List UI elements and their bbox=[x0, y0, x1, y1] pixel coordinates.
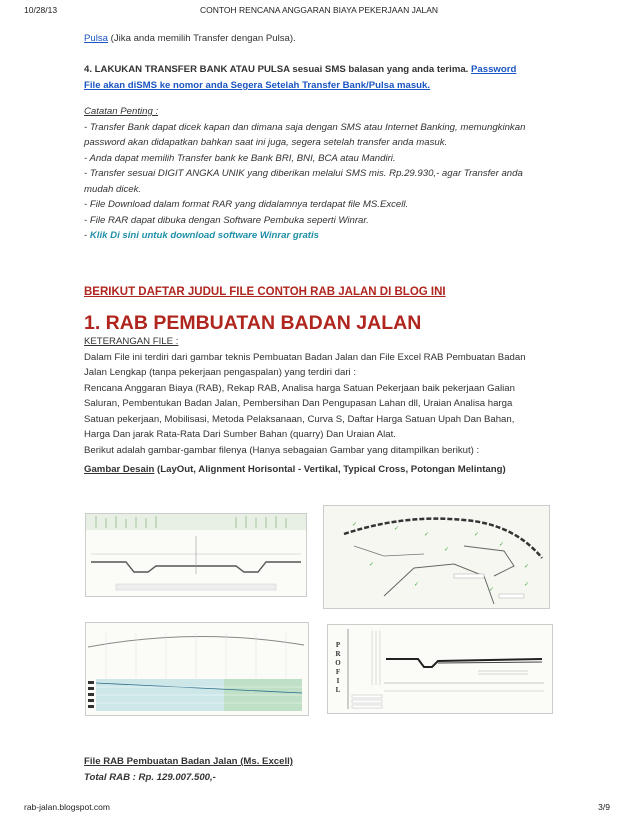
body-line: Rencana Anggaran Biaya (RAB), Rekap RAB, Analisa harga Satuan Pekerjaan baik pekerjaan Galian bbox=[84, 382, 515, 394]
note-line: - File Download dalam format RAR yang didalamnya terdapat file MS.Excell. bbox=[84, 199, 409, 210]
body-line: Harga Dan jarak Rata-Rata Dari Sumber Bahan (quarry) Dan Uraian Alat. bbox=[84, 429, 396, 440]
section-1-title bbox=[84, 312, 554, 335]
svg-text:✓: ✓ bbox=[474, 531, 480, 538]
winrar-prefix: - bbox=[84, 230, 90, 241]
gambar-desain-line bbox=[84, 462, 554, 478]
profile-drawing bbox=[327, 624, 553, 714]
note-line: password akan didapatkan bahkan saat ini juga, segera setelah transfer anda masuk. bbox=[84, 137, 448, 148]
file-rab-label: File RAB Pembuatan Badan Jalan (Ms. Excell) bbox=[84, 756, 293, 767]
pulsa-note: (Jika anda memilih Transfer dengan Pulsa). bbox=[108, 33, 296, 44]
list-heading-text: BERIKUT DAFTAR JUDUL FILE CONTOH RAB JALAN DI BLOG INI bbox=[84, 286, 446, 298]
body-line: Saluran, Pembentukan Badan Jalan, Pembersihan Dan Pengupasan Lahan dll, Uraian Analisa harga bbox=[84, 398, 513, 409]
profile-letter: F bbox=[335, 668, 341, 676]
layout-alignment-map bbox=[323, 505, 550, 609]
note-line: mudah dicek. bbox=[84, 183, 142, 195]
file-rab-block bbox=[84, 754, 554, 785]
profile-letter: O bbox=[335, 659, 341, 667]
pulsa-link[interactable]: Pulsa bbox=[84, 33, 108, 44]
svg-text:✓: ✓ bbox=[524, 563, 530, 570]
svg-text:✓: ✓ bbox=[489, 586, 495, 593]
page-title: CONTOH RENCANA ANGGARAN BIAYA PEKERJAAN JALAN bbox=[199, 5, 439, 15]
body-line: Satuan pekerjaan, Mobilisasi, Metoda Pelaksanaan, Curva S, Daftar Harga Satuan Upah Dan Bahan, bbox=[84, 413, 515, 425]
svg-text:✓: ✓ bbox=[499, 541, 505, 548]
total-rab: Total RAB : Rp. 129.007.500,- bbox=[84, 771, 216, 783]
profile-letter: R bbox=[335, 650, 341, 658]
vertical-alignment-drawing bbox=[85, 622, 309, 716]
file-list-heading bbox=[84, 282, 554, 300]
body-line: Dalam File ini terdiri dari gambar teknis Pembuatan Badan Jalan dan File Excel RAB Pembuatan Badan bbox=[84, 351, 526, 363]
note-line: - Transfer Bank dapat dicek kapan dan dimana saja dengan SMS atau Internet Banking, memungkinkan bbox=[84, 121, 526, 133]
profile-letter: I bbox=[336, 677, 340, 685]
gambar-desain-desc: (LayOut, Alignment Horisontal - Vertikal, Typical Cross, Potongan Melintang) bbox=[154, 464, 506, 475]
svg-text:✓: ✓ bbox=[424, 531, 430, 538]
section-1-body bbox=[84, 334, 554, 458]
keterangan-label: KETERANGAN FILE : bbox=[84, 336, 179, 347]
pulsa-line bbox=[84, 31, 554, 47]
svg-text:✓: ✓ bbox=[444, 546, 450, 553]
section-title: 1. RAB PEMBUATAN BADAN JALAN bbox=[84, 312, 422, 334]
gambar-desain-label: Gambar Desain bbox=[84, 464, 155, 475]
svg-text:✓: ✓ bbox=[394, 525, 400, 532]
svg-text:✓: ✓ bbox=[414, 581, 420, 588]
password-link[interactable]: Password bbox=[471, 64, 517, 75]
notes-title: Catatan Penting : bbox=[84, 106, 159, 117]
step-4 bbox=[84, 62, 554, 94]
body-line: Berikut adalah gambar-gambar filenya (Hanya sebagaian Gambar yang ditampilkan berikut) : bbox=[84, 444, 480, 456]
svg-text:✓: ✓ bbox=[352, 521, 358, 528]
body-line: Jalan Lengkap (tanpa pekerjaan pengaspalan) yang terdiri dari : bbox=[84, 367, 357, 378]
password-link-cont[interactable]: File akan diSMS ke nomor anda Segera Setelah Transfer Bank/Pulsa masuk. bbox=[84, 80, 431, 91]
typical-cross-section-drawing bbox=[85, 513, 307, 597]
footer-page-number: 3/9 bbox=[598, 802, 610, 812]
svg-text:✓: ✓ bbox=[369, 561, 375, 568]
profile-letter: P bbox=[335, 641, 341, 649]
svg-text:✓: ✓ bbox=[524, 581, 530, 588]
note-line: - Anda dapat memilih Transfer bank ke Bank BRI, BNI, BCA atau Mandiri. bbox=[84, 152, 396, 164]
step-4-text: 4. LAKUKAN TRANSFER BANK ATAU PULSA sesuai SMS balasan yang anda terima. bbox=[84, 64, 472, 75]
notes-block bbox=[84, 104, 554, 244]
note-line: - File RAR dapat dibuka dengan Software Pembuka seperti Winrar. bbox=[84, 214, 369, 226]
print-date: 10/28/13 bbox=[24, 5, 58, 15]
profile-letter: L bbox=[335, 686, 341, 694]
profile-vertical-label bbox=[334, 641, 342, 695]
footer-site: rab-jalan.blogspot.com bbox=[24, 802, 110, 812]
note-line: - Transfer sesuai DIGIT ANGKA UNIK yang diberikan melalui SMS mis. Rp.29.930,- agar Transfer anda bbox=[84, 168, 523, 179]
winrar-download-link[interactable]: Klik Di sini untuk download software Winrar gratis bbox=[89, 230, 320, 241]
